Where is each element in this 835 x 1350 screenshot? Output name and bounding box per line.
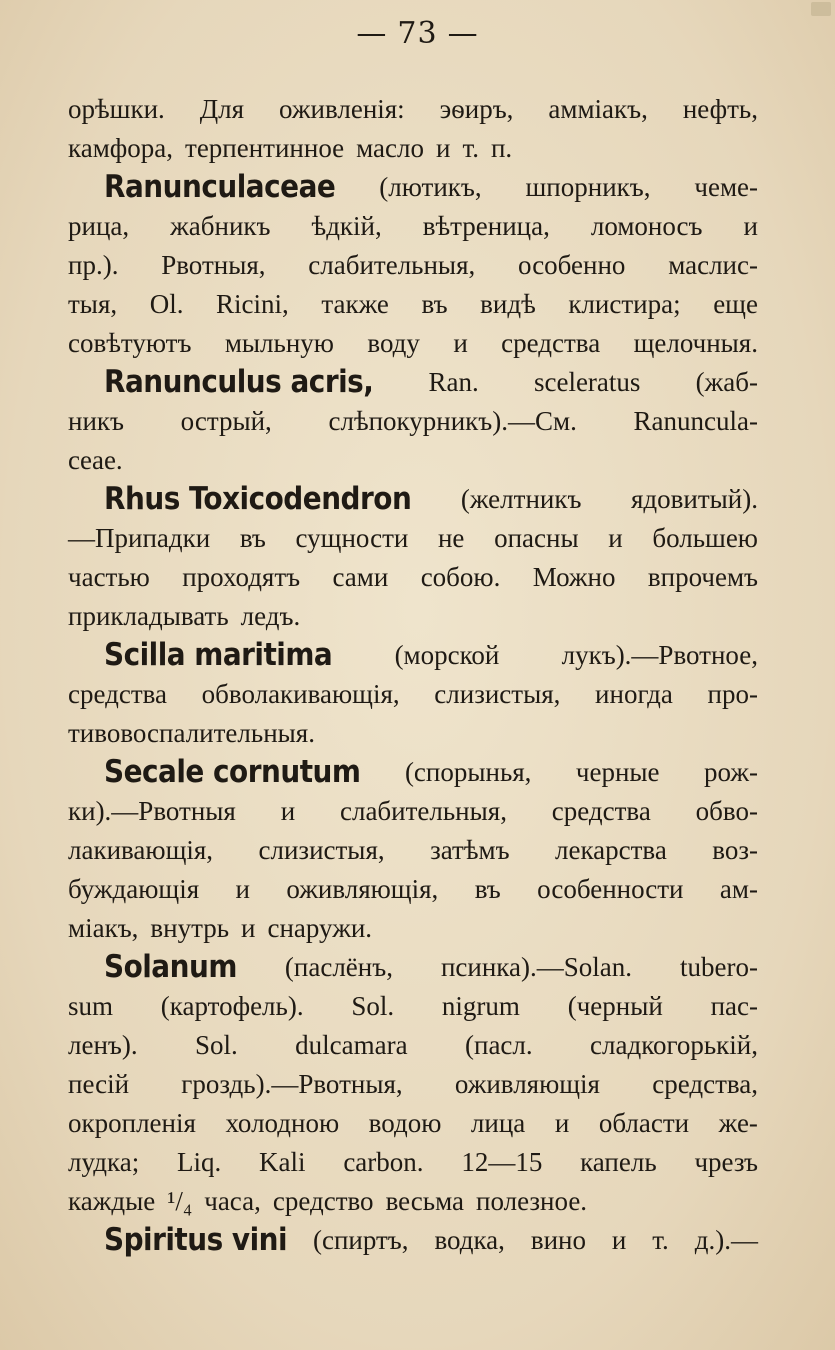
- word: эѳиръ,: [439, 94, 514, 124]
- word: совѣтуютъ: [68, 328, 192, 358]
- word: вино: [530, 1225, 586, 1255]
- word: нефть,: [682, 94, 758, 124]
- word: вѣтреница,: [422, 211, 550, 241]
- word: и: [611, 1225, 627, 1255]
- text-line: [68, 870, 758, 909]
- word: слизистыя,: [434, 679, 561, 709]
- word: Liq.: [177, 1147, 222, 1177]
- word: каждые: [68, 1186, 156, 1216]
- word: sceleratus: [533, 367, 641, 397]
- word: обволакивающія,: [201, 679, 400, 709]
- word: рица,: [68, 211, 130, 241]
- word: же-: [718, 1108, 758, 1138]
- word: оживляющія,: [286, 874, 439, 904]
- text-line: [68, 909, 758, 948]
- word: обво-: [695, 796, 758, 826]
- word: —Припадки: [68, 523, 211, 553]
- word: внутрь: [150, 913, 230, 943]
- word: ам-: [719, 874, 758, 904]
- word: средства: [501, 328, 601, 358]
- word: (морской: [394, 640, 500, 670]
- word: ленъ).: [68, 1030, 138, 1060]
- page-number: 73: [397, 16, 438, 51]
- text-line: [68, 1104, 758, 1143]
- word: ѣдкій,: [311, 211, 382, 241]
- word: также: [321, 289, 389, 319]
- word: ки).—Рвотныя: [68, 796, 236, 826]
- word: пас-: [710, 991, 758, 1021]
- word: опасны: [494, 523, 579, 553]
- word: капель: [580, 1147, 657, 1177]
- word: (паслёнъ,: [284, 952, 393, 982]
- text-line: [68, 363, 758, 402]
- word: сами: [332, 562, 389, 592]
- word: т.: [652, 1225, 669, 1255]
- word: лукъ).—Рвотное,: [561, 640, 758, 670]
- word: (лютикъ,: [379, 172, 482, 202]
- word: рож-: [704, 757, 758, 787]
- word: sum: [68, 991, 114, 1021]
- word: и: [554, 1108, 570, 1138]
- text-line: [68, 1065, 758, 1104]
- word: полезное.: [476, 1186, 588, 1216]
- word: лица: [470, 1108, 526, 1138]
- word: Sol.: [195, 1030, 238, 1060]
- word: амміакъ,: [548, 94, 648, 124]
- page-header: [0, 14, 835, 54]
- word: тыя,: [68, 289, 118, 319]
- text-line: [68, 597, 758, 636]
- word: ceae.: [68, 445, 123, 475]
- word: сладкогорькій,: [590, 1030, 758, 1060]
- text-line: [68, 1143, 758, 1182]
- word: чеме-: [694, 172, 758, 202]
- word: острый,: [180, 406, 272, 436]
- word: (желтникъ: [460, 484, 582, 514]
- word: буждающія: [68, 874, 200, 904]
- word: видѣ: [480, 289, 536, 319]
- text-line: [68, 519, 758, 558]
- word: Sol.: [351, 991, 395, 1021]
- word: tubero-: [680, 952, 758, 982]
- word: холодною: [225, 1108, 340, 1138]
- word: оживляющія: [454, 1069, 600, 1099]
- word: 12—15: [461, 1147, 543, 1177]
- word: затѣмъ: [430, 835, 510, 865]
- word: Ol.: [149, 289, 184, 319]
- word: тивовоспалительныя.: [68, 718, 315, 748]
- text-line: [68, 168, 758, 207]
- header-dash-left: —: [356, 16, 388, 51]
- word: большею: [652, 523, 758, 553]
- text-line: [68, 1026, 758, 1065]
- word: гроздь).—Рвотныя,: [181, 1069, 403, 1099]
- text-line: [68, 129, 758, 168]
- word: и: [436, 133, 451, 163]
- word: Ricini,: [216, 289, 289, 319]
- word: воду: [367, 328, 420, 358]
- word: dulcamara: [295, 1030, 408, 1060]
- word: въ: [239, 523, 266, 553]
- text-line: [68, 90, 758, 129]
- word: лакивающія,: [68, 835, 214, 865]
- page-text-block: [68, 90, 758, 1260]
- entry-heading: Scilla maritima: [104, 637, 333, 673]
- word: собою.: [420, 562, 501, 592]
- word: лекарства: [555, 835, 667, 865]
- word: и: [453, 328, 468, 358]
- text-line: [68, 1182, 758, 1221]
- word: воз-: [712, 835, 758, 865]
- word: Ran.: [428, 367, 479, 397]
- word: мыльную: [224, 328, 334, 358]
- word: чрезъ: [694, 1147, 758, 1177]
- text-line: [68, 558, 758, 597]
- word: терпентинное: [185, 133, 345, 163]
- word: оживленія:: [279, 94, 405, 124]
- word: еще: [713, 289, 758, 319]
- word: (жаб-: [695, 367, 758, 397]
- word: проходятъ: [182, 562, 301, 592]
- word: Для: [199, 94, 245, 124]
- word: масло: [356, 133, 424, 163]
- word: ¹/₄: [167, 1186, 193, 1216]
- word: и: [235, 874, 250, 904]
- word: клистира;: [568, 289, 681, 319]
- word: особенности: [537, 874, 684, 904]
- word: жабникъ: [170, 211, 271, 241]
- text-line: [68, 792, 758, 831]
- word: nigrum: [441, 991, 520, 1021]
- word: водою: [368, 1108, 442, 1138]
- word: слизистыя,: [258, 835, 385, 865]
- word: слабительныя,: [308, 250, 476, 280]
- text-line: [68, 675, 758, 714]
- word: снаружи.: [267, 913, 373, 943]
- word: сущности: [295, 523, 409, 553]
- text-line: [68, 987, 758, 1026]
- word: и: [608, 523, 623, 553]
- word: слабительныя,: [339, 796, 507, 826]
- word: carbon.: [343, 1147, 424, 1177]
- word: области: [598, 1108, 690, 1138]
- text-line: [68, 480, 758, 519]
- entry-heading: Solanum: [104, 949, 237, 985]
- text-line: [68, 948, 758, 987]
- entry-heading: Secale cornutum: [104, 754, 361, 790]
- word: впрочемъ: [647, 562, 758, 592]
- word: черные: [575, 757, 660, 787]
- word: п.: [490, 133, 513, 163]
- word: иногда: [595, 679, 673, 709]
- entry-heading: Rhus Toxicodendron: [104, 481, 412, 517]
- word: ядовитый).: [631, 484, 758, 514]
- word: окропленія: [68, 1108, 196, 1138]
- word: водка,: [434, 1225, 505, 1255]
- word: (черный: [567, 991, 663, 1021]
- word: весьма: [385, 1186, 464, 1216]
- word: про-: [707, 679, 758, 709]
- word: міакъ,: [68, 913, 139, 943]
- word: Можно: [532, 562, 616, 592]
- word: шпорникъ,: [525, 172, 651, 202]
- word: (пасл.: [465, 1030, 533, 1060]
- word: пр.).: [68, 250, 119, 280]
- word: часа,: [204, 1186, 261, 1216]
- word: камфора,: [68, 133, 174, 163]
- text-line: [68, 285, 758, 324]
- entry-heading: Ranunculaceae: [104, 169, 336, 205]
- word: средство: [272, 1186, 374, 1216]
- word: средства,: [652, 1069, 758, 1099]
- text-line: [68, 753, 758, 792]
- text-line: [68, 714, 758, 753]
- word: и: [743, 211, 758, 241]
- word: песій: [68, 1069, 130, 1099]
- text-line: [68, 402, 758, 441]
- header-dash-right: —: [447, 16, 479, 51]
- text-line: [68, 1221, 758, 1260]
- word: щелочныя.: [633, 328, 758, 358]
- word: Kali: [259, 1147, 306, 1177]
- word: псинка).—Solan.: [440, 952, 632, 982]
- entry-heading: Ranunculus acris,: [104, 364, 374, 400]
- text-line: [68, 831, 758, 870]
- word: въ: [421, 289, 448, 319]
- word: лудка;: [68, 1147, 140, 1177]
- word: т.: [462, 133, 479, 163]
- word: маслис-: [668, 250, 758, 280]
- word: и: [280, 796, 296, 826]
- text-line: [68, 246, 758, 285]
- word: Рвотныя,: [161, 250, 266, 280]
- word: средства: [551, 796, 651, 826]
- word: частью: [68, 562, 150, 592]
- word: прикладывать: [68, 601, 229, 631]
- word: никъ: [68, 406, 124, 436]
- entry-heading: Spiritus vini: [104, 1222, 288, 1258]
- word: слѣпокурникъ).—См.: [328, 406, 577, 436]
- word: ледъ.: [240, 601, 301, 631]
- word: (спорынья,: [404, 757, 532, 787]
- text-line: [68, 636, 758, 675]
- text-line: [68, 324, 758, 363]
- word: (картофель).: [160, 991, 304, 1021]
- word: особенно: [518, 250, 626, 280]
- word: ломоносъ: [590, 211, 703, 241]
- word: не: [437, 523, 465, 553]
- word: въ: [474, 874, 501, 904]
- word: д.).—: [694, 1225, 758, 1255]
- word: средства: [68, 679, 168, 709]
- text-line: [68, 207, 758, 246]
- word: (спиртъ,: [312, 1225, 409, 1255]
- word: Ranuncula-: [633, 406, 758, 436]
- word: и: [241, 913, 256, 943]
- text-line: [68, 441, 758, 480]
- word: орѣшки.: [68, 94, 165, 124]
